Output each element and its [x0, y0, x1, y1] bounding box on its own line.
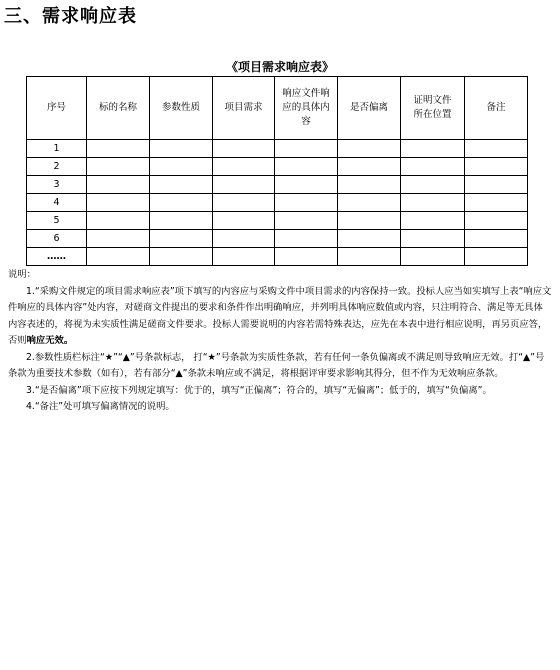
header-cell: 是否偏离 — [338, 77, 401, 140]
table-cell — [150, 230, 213, 248]
table-row — [27, 176, 528, 194]
table-cell — [401, 194, 465, 212]
table-cell — [213, 194, 275, 212]
header-cell: 参数性质 — [150, 77, 213, 140]
table-cell — [150, 212, 213, 230]
table-cell — [401, 140, 465, 158]
table-cell — [401, 212, 465, 230]
table-cell: 5 — [27, 212, 87, 230]
table-cell — [465, 176, 528, 194]
table-cell — [401, 158, 465, 176]
note-item-1-emphasis: 响应无效 — [26, 335, 64, 346]
table-cell — [275, 212, 338, 230]
table-cell — [213, 248, 275, 266]
table-row — [27, 194, 528, 212]
notes-section — [8, 267, 552, 416]
table-cell — [213, 176, 275, 194]
table-cell — [338, 212, 401, 230]
table-cell — [275, 230, 338, 248]
table-cell — [338, 158, 401, 176]
notes-title: 说明： — [8, 269, 36, 280]
table-cell — [338, 194, 401, 212]
table-cell — [275, 194, 338, 212]
table-cell — [150, 158, 213, 176]
table-cell — [213, 230, 275, 248]
table-cell — [401, 176, 465, 194]
table-cell — [87, 158, 150, 176]
header-cell: 项目需求 — [213, 77, 275, 140]
table-cell — [87, 176, 150, 194]
header-cell: 响应文件响应的具体内容 — [275, 77, 338, 140]
table-cell — [87, 230, 150, 248]
table-cell: 1 — [27, 140, 87, 158]
table-row — [27, 158, 528, 176]
note-item-3: 3.“是否偏离”项下应按下列规定填写：优于的，填写“正偏离”；符合的，填写“无偏离”；低于的，填写“负偏离”。 — [26, 384, 492, 396]
note-item-2: 2.参数性质栏标注“★”“▲”号条款标志， 打“★”号条款为实质性条款，若有任何一条负偏离或不满足则导致响应无效。打“▲”号条款为重要技术参数（如有），若有部分“▲”条款未响应或不满足，将根据评审要求影响其得分，但不作为无效响应条款。 — [8, 351, 545, 379]
note-item-1-text: 1.“采购文件规定的项目需求响应表”项下填写的内容应与采购文件中项目需求的内容保持一致。投标人应当如实填写上表“响应文件响应的具体内容”处内容，对磋商文件提出的要求和条件作出明确响应，并列明具体响应数值或内容，只注明符合、满足等无具体内容表述的，将视为未实质性满足磋商文件要求。投标人需要说明的内容若需特殊表达，应先在本表中进行相应说明，再另页应答，否则 — [8, 285, 552, 346]
table-row — [27, 140, 528, 158]
table-cell — [150, 194, 213, 212]
table-cell — [338, 176, 401, 194]
table-cell — [401, 248, 465, 266]
table-cell — [275, 248, 338, 266]
table-row — [27, 212, 528, 230]
table-cell — [465, 248, 528, 266]
table-cell — [465, 212, 528, 230]
table-cell — [338, 140, 401, 158]
table-cell: 4 — [27, 194, 87, 212]
table-cell — [275, 158, 338, 176]
note-item-1 — [8, 284, 552, 350]
table-cell — [87, 140, 150, 158]
table-cell — [150, 248, 213, 266]
table-title: 《项目需求响应表》 — [225, 60, 334, 74]
table-cell: …… — [27, 248, 87, 266]
section-heading: 三、需求响应表 — [4, 6, 137, 27]
header-cell: 标的名称 — [87, 77, 150, 140]
table-cell — [213, 212, 275, 230]
table-cell — [275, 176, 338, 194]
table-cell — [465, 158, 528, 176]
table-cell: 2 — [27, 158, 87, 176]
table-cell — [401, 230, 465, 248]
table-cell — [213, 140, 275, 158]
header-row — [27, 77, 528, 140]
table-cell — [465, 194, 528, 212]
requirement-response-table — [26, 76, 528, 266]
table-cell — [275, 140, 338, 158]
table-cell — [465, 230, 528, 248]
table-cell — [87, 194, 150, 212]
table-cell — [338, 230, 401, 248]
table-cell — [465, 140, 528, 158]
header-cell: 序号 — [27, 77, 87, 140]
table-cell — [87, 212, 150, 230]
table-cell — [338, 248, 401, 266]
table-cell: 3 — [27, 176, 87, 194]
table-row — [27, 248, 528, 266]
table-cell: 6 — [27, 230, 87, 248]
table-cell — [87, 248, 150, 266]
note-item-4: 4.“备注”处可填写偏离情况的说明。 — [26, 401, 175, 412]
header-cell: 备注 — [465, 77, 528, 140]
table-cell — [213, 158, 275, 176]
table-row — [27, 230, 528, 248]
note-item-1-end: 。 — [63, 335, 74, 346]
table-cell — [150, 176, 213, 194]
header-cell: 证明文件所在位置 — [401, 77, 465, 140]
table-cell — [150, 140, 213, 158]
